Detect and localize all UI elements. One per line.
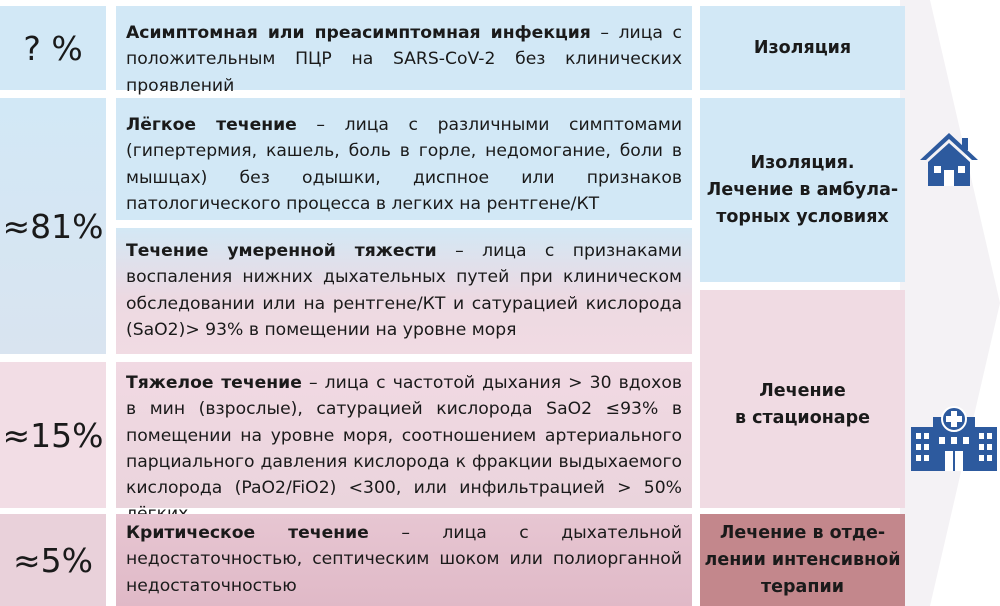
text-asymptomatic: – лица с положительным ПЦР на SARS-CoV-2 без клинических проявлений <box>126 23 682 96</box>
percent-severe: ≈15% <box>0 362 106 508</box>
title-moderate: Течение умеренной тяжести <box>126 241 437 261</box>
percent-asymptomatic: ? % <box>0 6 106 90</box>
text-moderate: – лица с признаками воспаления нижних дыхательных путей при клиническом обследовании или на рентгене/КТ и сатурацией кислорода (SaO2)> 93% в помещении на уровне моря <box>126 241 682 340</box>
hospital-icon <box>909 405 999 473</box>
desc-severe <box>116 362 692 508</box>
treatment-outpatient: Изоляция. Лечение в амбула- торных условиях <box>700 98 905 282</box>
percent-mild-moderate: ≈81% <box>0 98 106 354</box>
percent-critical: ≈5% <box>0 514 106 606</box>
title-severe: Тяжелое течение <box>126 373 302 393</box>
title-mild: Лёгкое течение <box>126 115 297 135</box>
title-critical: Критическое течение <box>126 523 369 543</box>
house-icon <box>918 130 980 190</box>
text-severe: – лица с частотой дыхания > 30 вдохов в мин (взрослые), сатурацией кислорода SaO2 ≤93% в помещении на уровне моря, соотношением артериального парциального давления кислорода к фракции выдыхаемого кислорода (PaO2/FiO2) <300, или инфильтрацией > 50% <box>126 373 682 499</box>
text-critical: – лица с дыхательной недостаточностью, септическим шоком или полиорганной недостаточностью <box>126 523 682 596</box>
desc-moderate <box>116 228 692 354</box>
flow-arrow-shape <box>900 0 1000 606</box>
treatment-isolation: Изоляция <box>700 6 905 90</box>
treatment-icu: Лечение в отде- лении интенсивной терапии <box>700 514 905 606</box>
desc-mild <box>116 98 692 220</box>
text-mild: – лица с различными симптомами (гипертермия, кашель, боль в горле, недомогание, боли в мышцах) без одышки, диспное или признаков патологического процесса в легких на рентгене/КТ <box>126 115 682 214</box>
desc-asymptomatic <box>116 6 692 96</box>
desc-critical <box>116 514 692 606</box>
treatment-hospital: Лечение в стационаре <box>700 290 905 508</box>
title-asymptomatic: Асимптомная или преасимптомная инфекция <box>126 23 591 43</box>
